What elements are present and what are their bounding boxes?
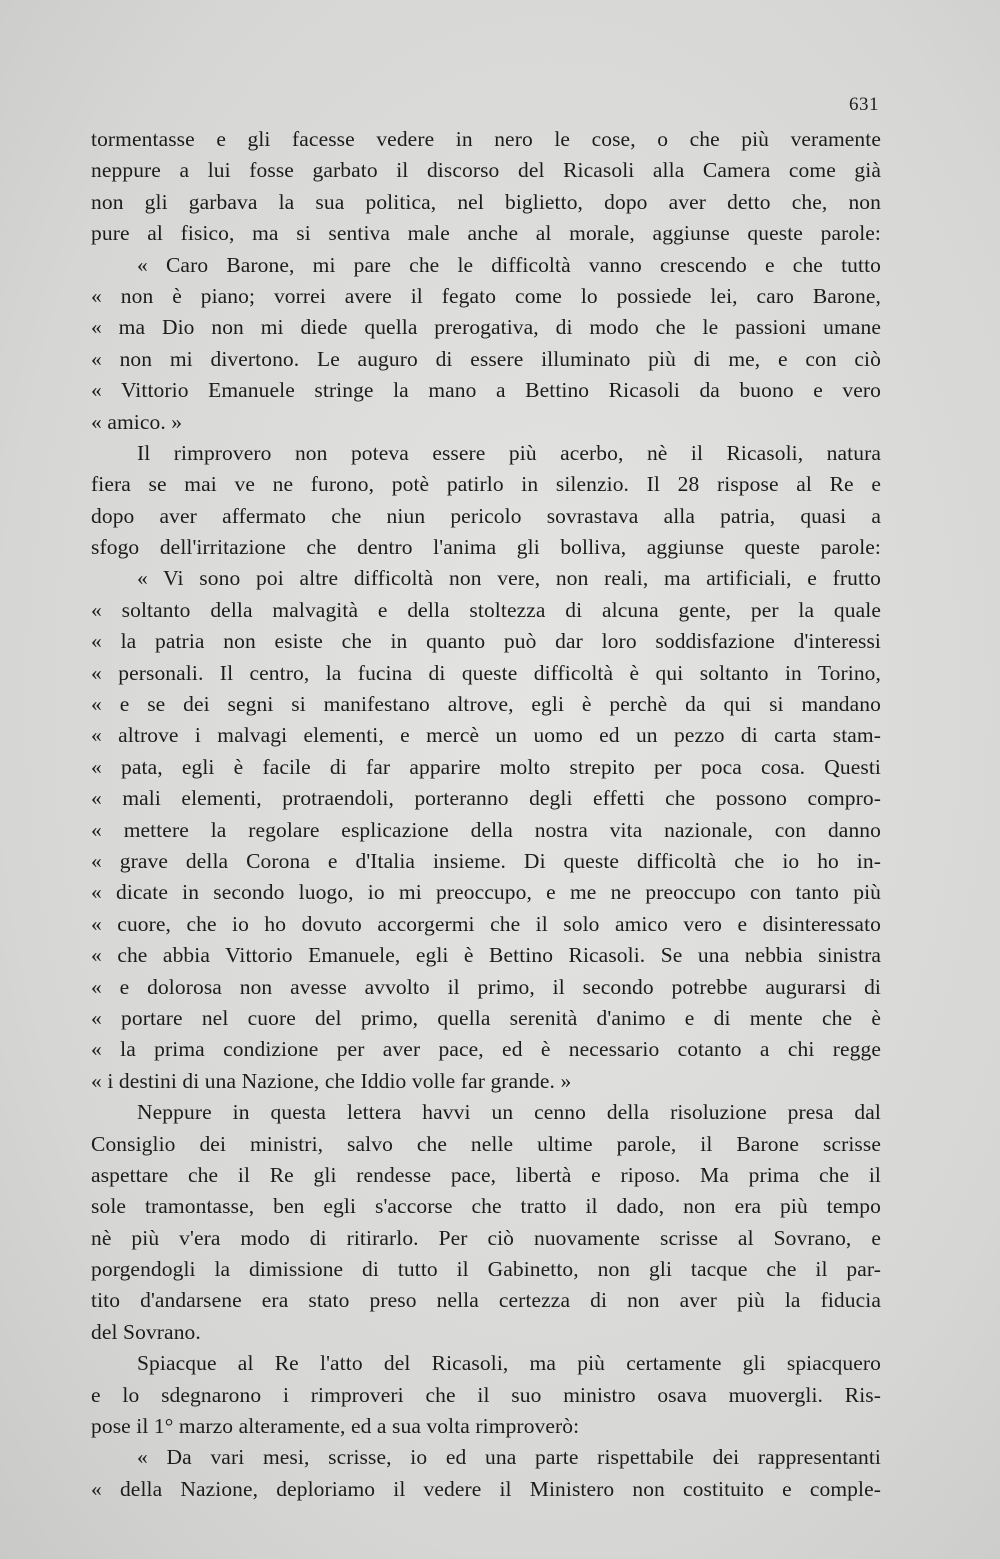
text-line: sole tramontasse, ben egli s'accorse che tratto il dado, non era più tempo <box>91 1194 881 1219</box>
text-line: sfogo dell'irritazione che dentro l'anima gli bolliva, aggiunse queste parole: <box>91 535 881 560</box>
text-line: « i destini di una Nazione, che Iddio volle far grande. » <box>91 1068 572 1093</box>
text-line: pure al fisico, ma si sentiva male anche al morale, aggiunse queste parole: <box>91 221 881 246</box>
text-line: « Caro Barone, mi pare che le difficoltà vanno crescendo e che tutto <box>137 252 881 277</box>
text-line: « e dolorosa non avesse avvolto il primo, il secondo potrebbe augurarsi di <box>91 974 881 999</box>
text-line: « grave della Corona e d'Italia insieme. Di queste difficoltà che io ho in- <box>91 848 881 873</box>
text-line: « dicate in secondo luogo, io mi preoccupo, e me ne preoccupo con tanto più <box>91 880 881 905</box>
text-line: Il rimprovero non poteva essere più acerbo, nè il Ricasoli, natura <box>137 440 881 465</box>
text-line: « amico. » <box>91 409 183 434</box>
text-line: « la patria non esiste che in quanto può dar loro soddisfazione d'interessi <box>91 629 881 654</box>
text-line: pose il 1° marzo alteramente, ed a sua volta rimproverò: <box>91 1414 580 1439</box>
text-line: « la prima condizione per aver pace, ed è necessario cotanto a chi regge <box>91 1037 881 1062</box>
text-line: « Da vari mesi, scrisse, io ed una parte rispettabile dei rappresentanti <box>137 1445 881 1470</box>
text-line: aspettare che il Re gli rendesse pace, libertà e riposo. Ma prima che il <box>91 1162 881 1187</box>
page-number: 631 <box>849 94 879 115</box>
text-line: « personali. Il centro, la fucina di queste difficoltà è qui soltanto in Torino, <box>91 660 881 685</box>
text-line: « Vittorio Emanuele stringe la mano a Bettino Ricasoli da buono e vero <box>91 378 881 403</box>
text-line: Spiacque al Re l'atto del Ricasoli, ma più certamente gli spiacquero <box>137 1351 881 1376</box>
text-line: fiera se mai ve ne furono, potè patirlo in silenzio. Il 28 rispose al Re e <box>91 472 881 497</box>
text-line: dopo aver affermato che niun pericolo sovrastava alla patria, quasi a <box>91 503 881 528</box>
text-line: « soltanto della malvagità e della stoltezza di alcuna gente, per la quale <box>91 597 881 622</box>
text-line: « della Nazione, deploriamo il vedere il Ministero non costituito e comple- <box>91 1476 881 1501</box>
text-line: « mali elementi, protraendoli, porteranno degli effetti che possono compro- <box>91 786 881 811</box>
text-line: « ma Dio non mi diede quella prerogativa, di modo che le passioni umane <box>91 315 881 340</box>
body-text <box>91 124 881 1505</box>
text-line: « non è piano; vorrei avere il fegato come lo possiede lei, caro Barone, <box>91 283 881 308</box>
text-line: « Vi sono poi altre difficoltà non vere, non reali, ma artificiali, e frutto <box>137 566 881 591</box>
text-line: e lo sdegnarono i rimproveri che il suo ministro osava muovergli. Ris- <box>91 1382 881 1407</box>
text-line: nè più v'era modo di ritirarlo. Per ciò nuovamente scrisse al Sovrano, e <box>91 1225 881 1250</box>
text-line: tito d'andarsene era stato preso nella certezza di non aver più la fiducia <box>91 1288 881 1313</box>
text-line: « mettere la regolare esplicazione della nostra vita nazionale, con danno <box>91 817 881 842</box>
text-line: porgendogli la dimissione di tutto il Gabinetto, non gli tacque che il par- <box>91 1257 881 1282</box>
text-line: Consiglio dei ministri, salvo che nelle ultime parole, il Barone scrisse <box>91 1131 881 1156</box>
text-line: « pata, egli è facile di far apparire molto strepito per poca cosa. Questi <box>91 754 881 779</box>
text-line: non gli garbava la sua politica, nel biglietto, dopo aver detto che, non <box>91 189 881 214</box>
text-line: tormentasse e gli facesse vedere in nero le cose, o che più veramente <box>91 127 881 151</box>
text-line: « non mi divertono. Le auguro di essere illuminato più di me, e con ciò <box>91 346 881 371</box>
text-line: « portare nel cuore del primo, quella serenità d'animo e di mente che è <box>91 1005 881 1030</box>
text-line: Neppure in questa lettera havvi un cenno della risoluzione presa dal <box>137 1100 881 1125</box>
text-line: « e se dei segni si manifestano altrove, egli è perchè da qui si mandano <box>91 692 881 717</box>
text-line: neppure a lui fosse garbato il discorso del Ricasoli alla Camera come già <box>91 158 881 183</box>
text-line: del Sovrano. <box>91 1319 201 1344</box>
text-line: « cuore, che io ho dovuto accorgermi che il solo amico vero e disinteressato <box>91 911 881 936</box>
text-line: « che abbia Vittorio Emanuele, egli è Bettino Ricasoli. Se una nebbia sinistra <box>91 943 881 968</box>
text-line: « altrove i malvagi elementi, e mercè un uomo ed un pezzo di carta stam- <box>91 723 881 748</box>
